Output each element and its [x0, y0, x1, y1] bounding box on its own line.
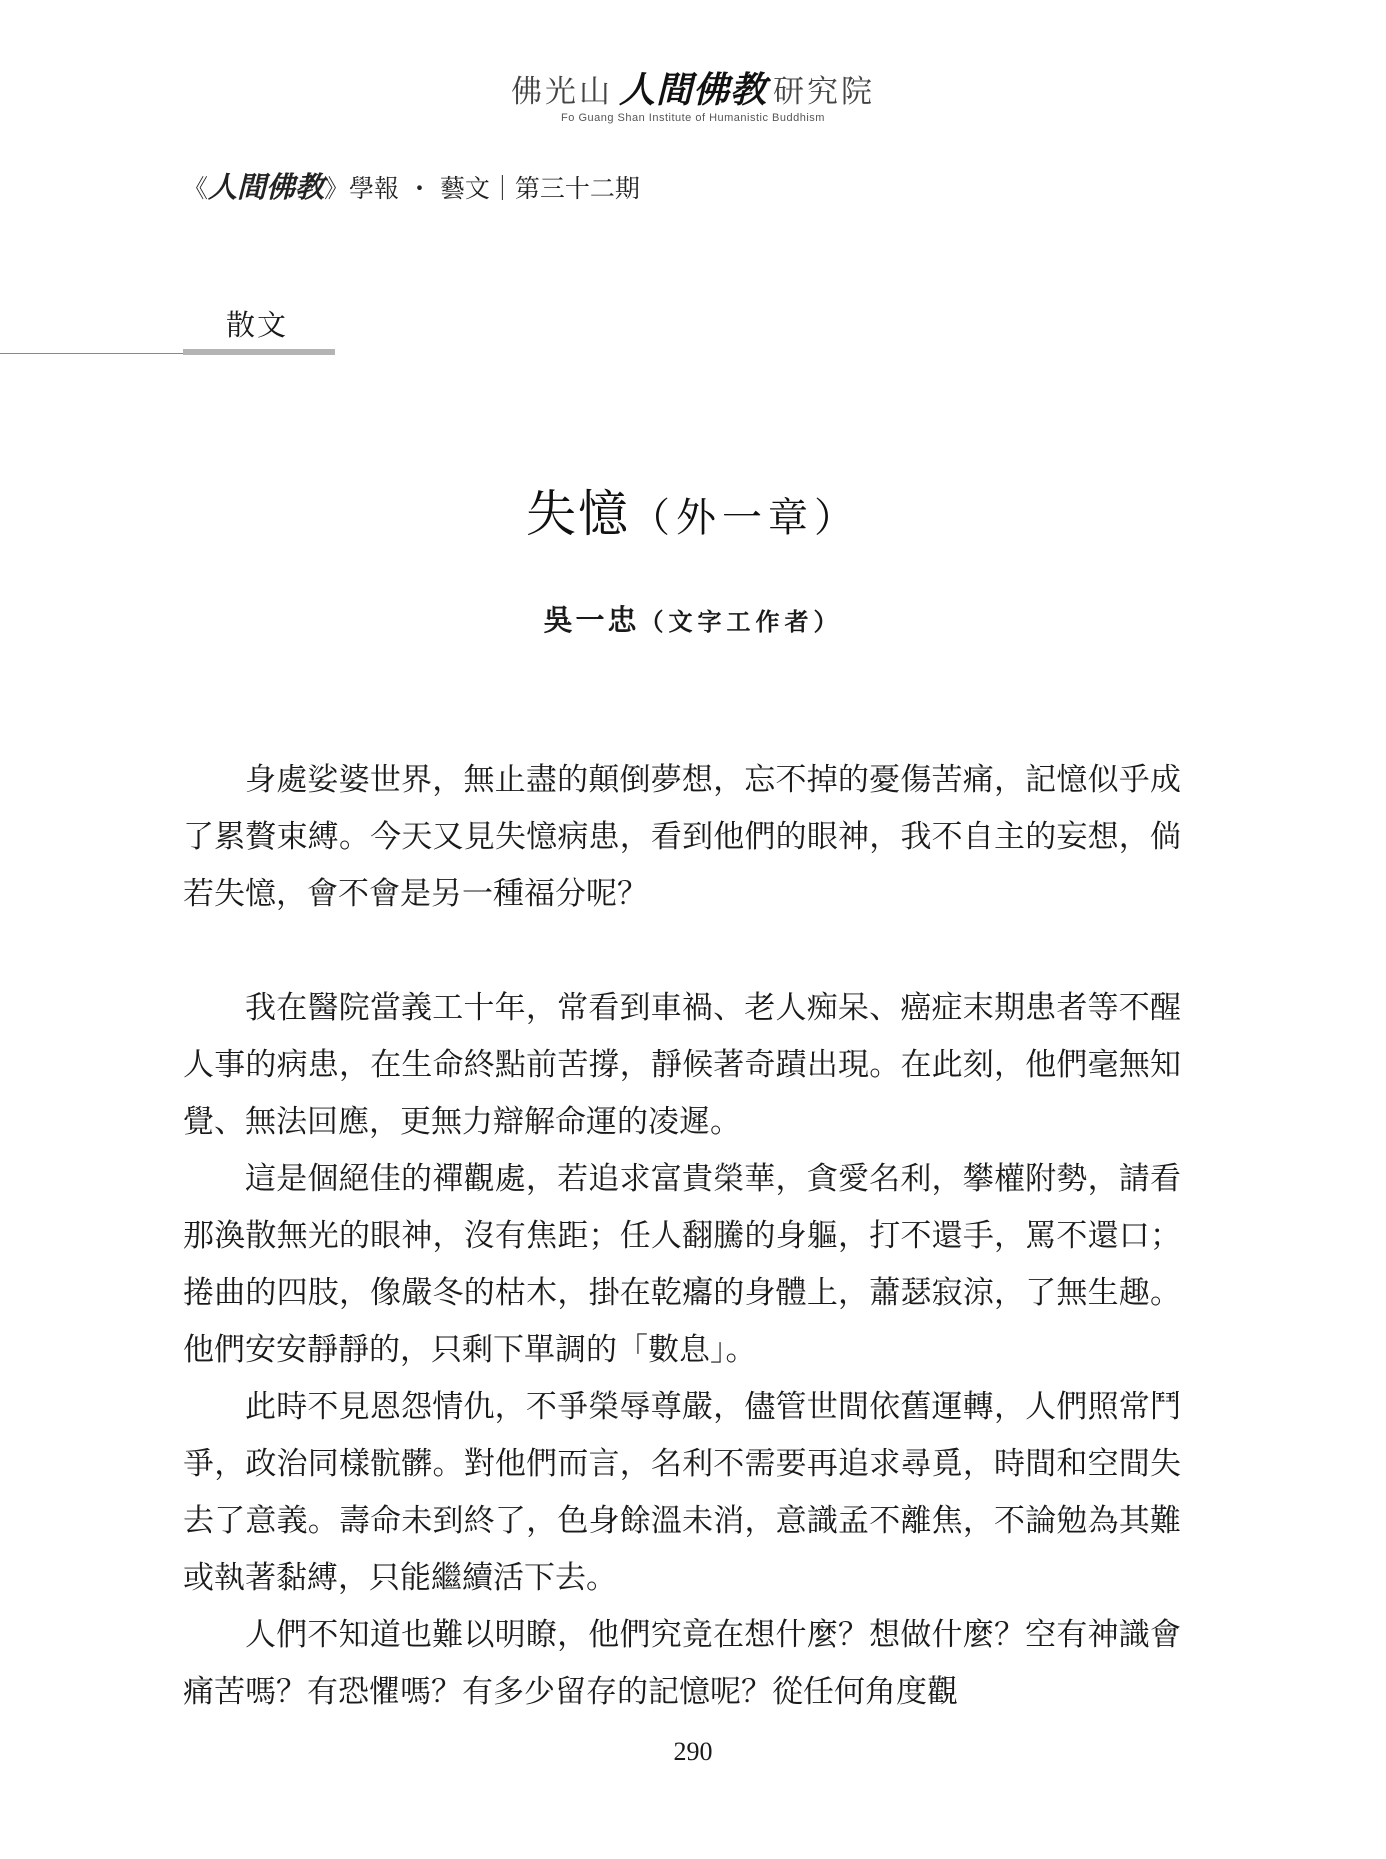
author-affiliation: （文字工作者） — [639, 607, 843, 636]
body-paragraph: 這是個絕佳的禪觀處，若追求富貴榮華，貪愛名利，攀權附勢，請看那渙散無光的眼神，沒有焦距；任人翻騰的身軀，打不還手，罵不還口；捲曲的四肢，像嚴冬的枯木，掛在乾癟的身體上，蕭瑟寂涼，了無生趣。他們安安靜靜的，只剩下單調的「數息」。 — [183, 1161, 1181, 1368]
logo-right-text: 研究院 — [773, 74, 875, 110]
body-paragraph: 此時不見恩怨情仇，不爭榮辱尊嚴，儘管世間依舊運轉，人們照常鬥爭，政治同樣骯髒。對他們而言，名利不需要再追求尋覓，時間和空間失去了意義。壽命未到終了，色身餘溫未消，意識孟不離焦，不論勉為其難或執著黏縛，只能繼續活下去。 — [183, 1389, 1181, 1596]
title-main: 失憶 — [526, 485, 630, 543]
article-body — [183, 752, 1181, 1721]
author-name: 吳一忠 — [543, 603, 640, 637]
logo-brand-text: 人間佛教 — [618, 69, 767, 111]
journal-open-bracket: 《 — [183, 174, 209, 203]
body-paragraph: 身處娑婆世界，無止盡的顛倒夢想，忘不掉的憂傷苦痛，記憶似乎成了累贅束縛。今天又見失憶病患，看到他們的眼神，我不自主的妄想，倘若失憶，會不會是另一種福分呢？ — [183, 762, 1181, 912]
section-label: 散文 — [226, 308, 289, 342]
body-paragraph: 人們不知道也難以明瞭，他們究竟在想什麼？想做什麼？空有神識會痛苦嗎？有恐懼嗎？有多少留存的記憶呢？從任何角度觀 — [183, 1617, 1181, 1710]
body-paragraph: 我在醫院當義工十年，常看到車禍、老人痴呆、癌症末期患者等不醒人事的病患，在生命終點前苦撐，靜候著奇蹟出現。在此刻，他們毫無知覺、無法回應，更無力辯解命運的凌遲。 — [183, 990, 1181, 1140]
logo-left-text: 佛光山 — [510, 74, 613, 110]
journal-issue: 》學報 ・ 藝文｜第三十二期 — [324, 174, 640, 203]
article-author — [0, 598, 1386, 639]
title-sub: （外一章） — [630, 495, 860, 541]
logo-english-text: Fo Guang Shan Institute of Humanistic Buddhism — [561, 112, 825, 124]
journal-header — [183, 165, 640, 206]
journal-brand: 人間佛教 — [208, 170, 325, 204]
section-underline-bar — [183, 349, 335, 355]
institute-logo — [0, 62, 1386, 113]
page-number: 290 — [673, 1737, 713, 1766]
article-title — [0, 474, 1386, 546]
